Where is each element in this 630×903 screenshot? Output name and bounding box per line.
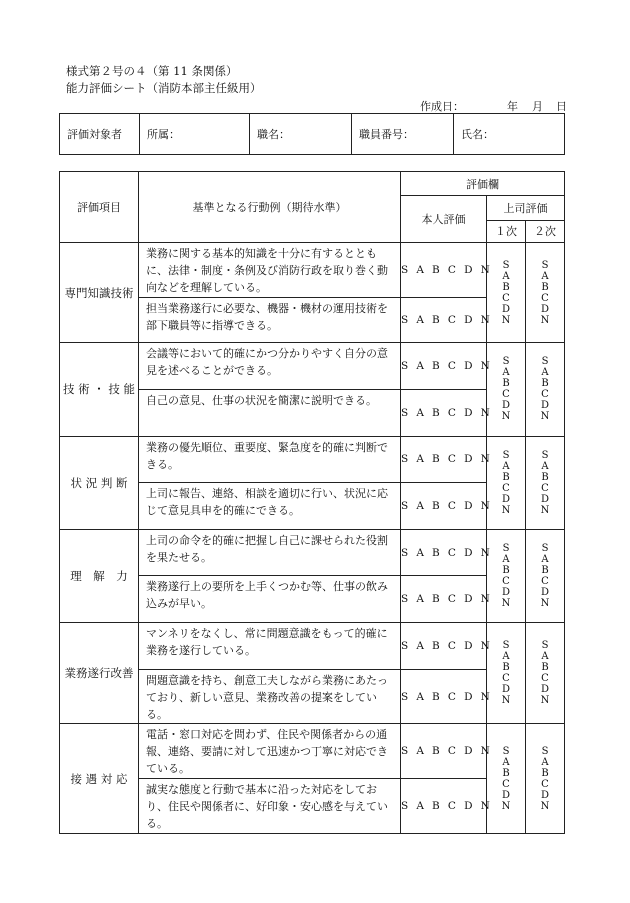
grade-letter: D [540, 789, 550, 801]
grade-letter: D [540, 586, 550, 598]
grade-letter: S [502, 259, 510, 271]
category-label: 専門知識技術 [60, 242, 139, 342]
grade-letter: A [502, 651, 510, 663]
evaluation-row [60, 623, 565, 670]
evaluation-row [60, 724, 565, 779]
second-eval-cell [526, 623, 565, 724]
first-eval-grades[interactable] [500, 746, 512, 812]
first-eval-cell [487, 242, 526, 342]
grade-letter: N [501, 314, 511, 326]
second-eval-cell [526, 724, 565, 834]
grade-letter: A [541, 367, 549, 379]
behavior-criteria: 業務遂行上の要所を上手くつかむ等、仕事の飲み込みが早い。 [139, 576, 401, 623]
grade-letter: B [541, 767, 549, 779]
grade-letter: C [502, 389, 510, 401]
category-label: 技 術 ・ 技 能 [60, 343, 139, 436]
first-eval-grades[interactable] [500, 356, 512, 422]
header-criteria: 基準となる行動例（期待水準） [139, 172, 401, 243]
grade-letter: D [501, 493, 511, 505]
grade-letter: D [501, 303, 511, 315]
grade-letter: B [502, 281, 510, 293]
behavior-criteria: 上司に報告、連絡、相談を適切に行い、状況に応じて意見具申を的確にできる。 [139, 483, 401, 530]
staff-number-field[interactable]: 職員番号： [352, 114, 454, 155]
self-eval-grades[interactable]: S A B C D N [401, 483, 487, 530]
sheet-title: 能力評価シート（消防本部主任級用） [66, 81, 262, 95]
evaluation-row [60, 436, 565, 483]
self-eval-grades[interactable]: S A B C D N [401, 623, 487, 670]
grade-letter: N [501, 597, 511, 609]
second-eval-grades[interactable] [539, 746, 551, 812]
grade-letter: A [541, 756, 549, 768]
self-eval-grades[interactable]: S A B C D N [401, 779, 487, 834]
behavior-criteria: 電話・窓口対応を問わず、住民や関係者からの通報、連絡、要請に対して迅速かつ丁寧に対応できている。 [139, 724, 401, 779]
grade-letter: B [502, 564, 510, 576]
grade-letter: S [541, 542, 549, 554]
behavior-criteria: 会議等において的確にかつ分かりやすく自分の意見を述べることができる。 [139, 343, 401, 390]
target-info-table [59, 113, 565, 155]
grade-letter: C [502, 292, 510, 304]
grade-letter: C [541, 778, 549, 790]
second-eval-cell [526, 242, 565, 342]
created-label: 作成日： [420, 100, 464, 113]
self-eval-grades[interactable]: S A B C D N [401, 297, 487, 343]
name-field[interactable]: 氏名： [454, 114, 565, 155]
self-eval-grades[interactable]: S A B C D N [401, 529, 487, 576]
year-label: 年 [507, 100, 518, 113]
second-eval-cell [526, 436, 565, 529]
grade-letter: C [541, 292, 549, 304]
grade-letter: S [502, 356, 510, 368]
header-self-eval: 本人評価 [401, 196, 487, 243]
second-eval-grades[interactable] [539, 543, 551, 609]
grade-letter: D [540, 400, 550, 412]
grade-letter: C [502, 778, 510, 790]
day-label: 日 [556, 100, 567, 113]
self-eval-grades[interactable]: S A B C D N [401, 576, 487, 623]
position-field[interactable]: 職名： [250, 114, 352, 155]
grade-letter: A [541, 651, 549, 663]
evaluation-row [60, 343, 565, 390]
grade-letter: B [502, 471, 510, 483]
header-supervisor-eval: 上司評価 [487, 196, 565, 220]
behavior-criteria: 誠実な態度と行動で基本に沿った対応をしており、住民や関係者に、好印象・安心感を与えている。 [139, 779, 401, 834]
first-eval-grades[interactable] [500, 543, 512, 609]
behavior-criteria: 上司の命令を的確に把握し自己に課せられた役割を果たせる。 [139, 529, 401, 576]
grade-letter: N [501, 411, 511, 423]
grade-letter: N [540, 411, 550, 423]
self-eval-grades[interactable]: S A B C D N [401, 343, 487, 390]
grade-letter: A [541, 553, 549, 565]
self-eval-grades[interactable]: S A B C D N [401, 669, 487, 724]
behavior-criteria: 業務に関する基本的知識を十分に有するとともに、法律・制度・条例及び消防行政を取り巻く動向などを理解している。 [139, 242, 401, 297]
category-label: 状 況 判 断 [60, 436, 139, 529]
month-label: 月 [532, 100, 543, 113]
second-eval-grades[interactable] [539, 260, 551, 326]
header-item: 評価項目 [60, 172, 139, 243]
grade-letter: B [541, 564, 549, 576]
behavior-criteria: 問題意識を持ち、創意工夫しながら業務にあたっており、新しい意見、業務改善の提案をしている。 [139, 669, 401, 724]
grade-letter: N [540, 504, 550, 516]
form-number: 様式第２号の４（第 11 条関係） [66, 64, 238, 78]
grade-letter: A [502, 367, 510, 379]
grade-letter: B [541, 281, 549, 293]
behavior-criteria: 自己の意見、仕事の状況を簡潔に説明できる。 [139, 389, 401, 436]
header-second-eval: ２次 [526, 220, 565, 242]
grade-letter: N [540, 695, 550, 707]
evaluation-table [59, 171, 565, 834]
first-eval-grades[interactable] [500, 640, 512, 706]
first-eval-grades[interactable] [500, 260, 512, 326]
grade-letter: B [541, 378, 549, 390]
grade-letter: S [502, 640, 510, 652]
grade-letter: S [502, 449, 510, 461]
dept-field[interactable]: 所属： [140, 114, 250, 155]
grade-letter: N [540, 597, 550, 609]
self-eval-grades[interactable]: S A B C D N [401, 389, 487, 436]
grade-letter: C [502, 482, 510, 494]
grade-letter: N [540, 800, 550, 812]
second-eval-grades[interactable] [539, 640, 551, 706]
header-first-eval: １次 [487, 220, 526, 242]
grade-letter: D [540, 303, 550, 315]
evaluation-row [60, 242, 565, 297]
first-eval-grades[interactable] [500, 450, 512, 516]
grade-letter: N [501, 504, 511, 516]
grade-letter: C [541, 389, 549, 401]
grade-letter: A [502, 270, 510, 282]
first-eval-cell [487, 623, 526, 724]
second-eval-cell [526, 343, 565, 436]
category-label: 接 遇 対 応 [60, 724, 139, 834]
behavior-criteria: 担当業務遂行に必要な、機器・機材の運用技術を部下職員等に指導できる。 [139, 297, 401, 343]
grade-letter: C [541, 482, 549, 494]
grade-letter: A [541, 270, 549, 282]
second-eval-cell [526, 529, 565, 622]
grade-letter: S [541, 449, 549, 461]
self-eval-grades[interactable]: S A B C D N [401, 242, 487, 297]
second-eval-grades[interactable] [539, 356, 551, 422]
grade-letter: B [541, 471, 549, 483]
grade-letter: C [502, 575, 510, 587]
grade-letter: S [541, 640, 549, 652]
grade-letter: A [502, 460, 510, 472]
second-eval-grades[interactable] [539, 450, 551, 516]
first-eval-cell [487, 724, 526, 834]
grade-letter: D [501, 400, 511, 412]
first-eval-cell [487, 343, 526, 436]
grade-letter: B [541, 662, 549, 674]
grade-letter: D [501, 684, 511, 696]
first-eval-cell [487, 529, 526, 622]
grade-letter: S [541, 356, 549, 368]
grade-letter: A [541, 460, 549, 472]
grade-letter: N [501, 800, 511, 812]
grade-letter: S [502, 745, 510, 757]
grade-letter: C [541, 673, 549, 685]
grade-letter: C [541, 575, 549, 587]
grade-letter: A [502, 553, 510, 565]
grade-letter: S [541, 259, 549, 271]
grade-letter: N [540, 314, 550, 326]
grade-letter: S [502, 542, 510, 554]
grade-letter: B [502, 378, 510, 390]
grade-letter: D [540, 493, 550, 505]
category-label: 理 解 力 [60, 529, 139, 622]
self-eval-grades[interactable]: S A B C D N [401, 436, 487, 483]
grade-letter: D [540, 684, 550, 696]
grade-letter: D [501, 586, 511, 598]
grade-letter: D [501, 789, 511, 801]
grade-letter: B [502, 767, 510, 779]
grade-letter: B [502, 662, 510, 674]
grade-letter: S [541, 745, 549, 757]
target-label: 評価対象者 [60, 114, 140, 155]
behavior-criteria: 業務の優先順位、重要度、緊急度を的確に判断できる。 [139, 436, 401, 483]
header-eval-column: 評価欄 [401, 172, 565, 196]
self-eval-grades[interactable]: S A B C D N [401, 724, 487, 779]
category-label: 業務遂行改善 [60, 623, 139, 724]
grade-letter: N [501, 695, 511, 707]
evaluation-row [60, 529, 565, 576]
behavior-criteria: マンネリをなくし、常に問題意識をもって的確に業務を遂行している。 [139, 623, 401, 670]
grade-letter: A [502, 756, 510, 768]
grade-letter: C [502, 673, 510, 685]
first-eval-cell [487, 436, 526, 529]
